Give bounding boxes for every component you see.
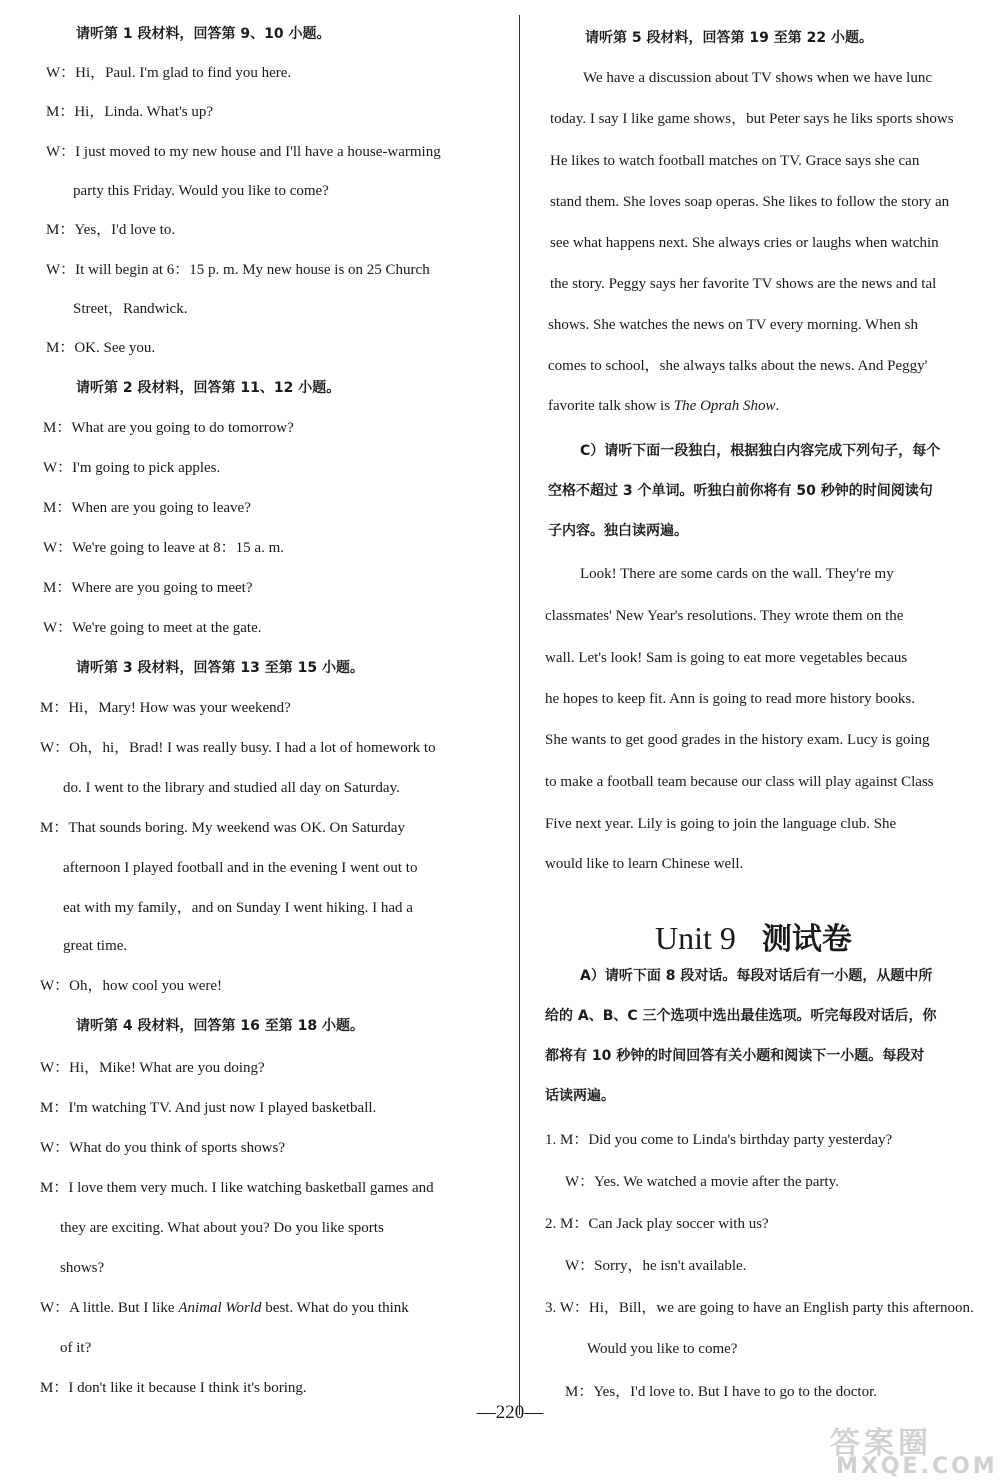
text-line: M：I love them very much. I like watching basketball games and (40, 1180, 434, 1196)
text-line: great time. (63, 938, 128, 954)
text-line: He likes to watch football matches on TV. Grace says she can (550, 153, 920, 169)
instruction-line: C）请听下面一段独白，根据独白内容完成下列句子，每个 (580, 443, 941, 459)
instruction-line: A）请听下面 8 段对话。每段对话后有一小题，从题中所 (580, 968, 933, 984)
instruction-line: 请听第 2 段材料，回答第 11、12 小题。 (76, 380, 341, 396)
text-line: She wants to get good grades in the history exam. Lucy is going (545, 732, 930, 748)
text-line: Look! There are some cards on the wall. They're my (580, 566, 894, 582)
text-line: M：Yes，I'd love to. But I have to go to the doctor. (565, 1384, 877, 1400)
unit-heading (655, 918, 852, 960)
text-line: M：I'm watching TV. And just now I played basketball. (40, 1100, 377, 1116)
watermark-text-bottom: MXQE.COM (836, 1454, 998, 1479)
instruction-line: 空格不超过 3 个单词。听独白前你将有 50 秒钟的时间阅读句 (548, 483, 933, 499)
text-line: M：When are you going to leave? (43, 500, 251, 516)
unit-heading-zh: 测试卷 (761, 922, 852, 957)
text-line: of it? (60, 1340, 92, 1356)
instruction-line: 子内容。独白读两遍。 (548, 523, 688, 539)
text-line: W：I'm going to pick apples. (43, 460, 221, 476)
column-divider (519, 15, 520, 1415)
text-line: would like to learn Chinese well. (545, 856, 744, 872)
watermark-text-top: 答案圈 (830, 1426, 932, 1461)
text-line: M：OK. See you. (46, 340, 156, 356)
text-line: W：I just moved to my new house and I'll have a house-warming (46, 144, 441, 160)
text-line: wall. Let's look! Sam is going to eat more vegetables becaus (545, 650, 908, 666)
text-line: party this Friday. Would you like to come? (73, 183, 329, 199)
text-line: eat with my family，and on Sunday I went hiking. I had a (63, 900, 413, 916)
text-line: comes to school，she always talks about the news. And Peggy' (548, 358, 928, 374)
text-line: We have a discussion about TV shows when we have lunc (583, 70, 932, 86)
text-line: do. I went to the library and studied all day on Saturday. (63, 780, 400, 796)
instruction-line: 请听第 5 段材料，回答第 19 至第 22 小题。 (585, 30, 873, 46)
text-line: he hopes to keep fit. Ann is going to read more history books. (545, 691, 915, 707)
text-line: 3. W：Hi，Bill，we are going to have an English party this afternoon. (545, 1300, 974, 1316)
text-line: W：Sorry，he isn't available. (565, 1258, 747, 1274)
text-line: to make a football team because our class will play against Class (545, 774, 934, 790)
text-line: M：Yes，I'd love to. (46, 222, 176, 238)
text-line: M：Hi，Mary! How was your weekend? (40, 700, 291, 716)
text-line: W：We're going to leave at 8：15 a. m. (43, 540, 285, 556)
text-line: favorite talk show is The Oprah Show. (548, 398, 780, 414)
text-line: W：It will begin at 6：15 p. m. My new house is on 25 Church (46, 262, 430, 278)
text-line: M：Hi，Linda. What's up? (46, 104, 213, 120)
text-line: W：Oh，hi，Brad! I was really busy. I had a lot of homework to (40, 740, 436, 756)
text-line: they are exciting. What about you? Do you like sports (60, 1220, 384, 1236)
text-line: W：Yes. We watched a movie after the party. (565, 1174, 839, 1190)
instruction-line: 都将有 10 秒钟的时间回答有关小题和阅读下一小题。每段对 (545, 1048, 925, 1064)
text-line: W：We're going to meet at the gate. (43, 620, 262, 636)
instruction-line: 请听第 3 段材料，回答第 13 至第 15 小题。 (76, 660, 364, 676)
text-line: Street，Randwick. (73, 301, 188, 317)
text-line: afternoon I played football and in the evening I went out to (63, 860, 418, 876)
text-line: shows? (60, 1260, 105, 1276)
text-line: 1. M：Did you come to Linda's birthday party yesterday? (545, 1132, 893, 1148)
text-line: W：A little. But I like Animal World best. What do you think (40, 1300, 409, 1316)
text-line: W：Hi，Mike! What are you doing? (40, 1060, 265, 1076)
text-line: M：That sounds boring. My weekend was OK. On Saturday (40, 820, 405, 836)
text-line: see what happens next. She always cries or laughs when watchin (550, 235, 939, 251)
text-line: classmates' New Year's resolutions. They wrote them on the (545, 608, 904, 624)
instruction-line: 请听第 1 段材料，回答第 9、10 小题。 (76, 26, 331, 42)
text-line: M：What are you going to do tomorrow? (43, 420, 294, 436)
text-line: Would you like to come? (587, 1341, 738, 1357)
text-line: M：Where are you going to meet? (43, 580, 253, 596)
text-line: Five next year. Lily is going to join the language club. She (545, 816, 897, 832)
text-line: W：Hi，Paul. I'm glad to find you here. (46, 65, 292, 81)
text-line: M：I don't like it because I think it's boring. (40, 1380, 307, 1396)
unit-heading-en: Unit 9 (655, 920, 736, 956)
text-line: stand them. She loves soap operas. She likes to follow the story an (550, 194, 950, 210)
text-line: today. I say I like game shows，but Peter says he liks sports shows (550, 111, 954, 127)
text-line: the story. Peggy says her favorite TV shows are the news and tal (550, 276, 937, 292)
watermark-logo (830, 1418, 998, 1482)
instruction-line: 给的 A、B、C 三个选项中选出最佳选项。听完每段对话后，你 (545, 1008, 937, 1024)
instruction-line: 话读两遍。 (545, 1088, 615, 1104)
text-line: shows. She watches the news on TV every morning. When sh (548, 317, 918, 333)
text-line: W：Oh，how cool you were! (40, 978, 223, 994)
page-number: —220— (476, 1402, 544, 1423)
text-line: 2. M：Can Jack play soccer with us? (545, 1216, 769, 1232)
text-line: W：What do you think of sports shows? (40, 1140, 285, 1156)
instruction-line: 请听第 4 段材料，回答第 16 至第 18 小题。 (76, 1018, 364, 1034)
